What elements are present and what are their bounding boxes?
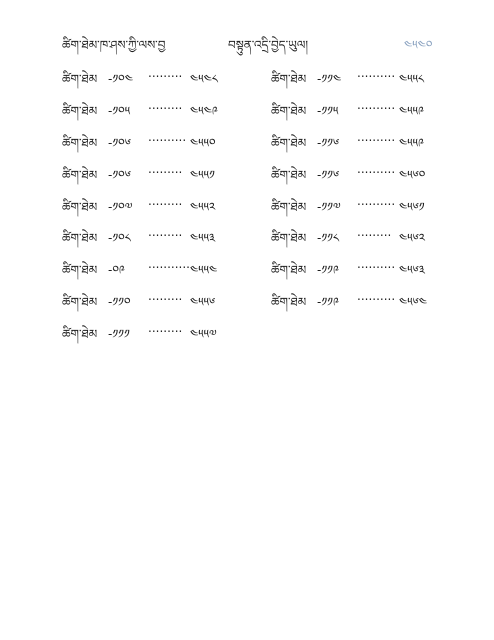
header-center-title: བསྟུན་འདྲི་བྱེད་ཡུལ།	[228, 38, 308, 52]
entry-page-number: ༤༥༤༨	[190, 72, 218, 86]
entry-title: ཚིག་ཐེམ	[271, 72, 307, 86]
entry-page-number: ༤༥༥༡	[190, 167, 215, 182]
entry-code: -༡༠༥	[108, 103, 131, 118]
entry-code: -༡༠༦	[108, 135, 131, 150]
entry-page-number: ༤༥༥༩	[399, 135, 425, 150]
entry-title: ཚིག་ཐེམ	[271, 295, 307, 310]
entry-code: -༡༡༤	[317, 72, 342, 86]
entry-code: -༡༡༥	[317, 103, 339, 118]
entry-page-number: ༤༥༥༠	[190, 135, 216, 150]
entry-leader-dots: .........	[148, 193, 183, 208]
index-entry	[62, 321, 242, 353]
entry-title: ཚིག་ཐེམ	[62, 103, 98, 118]
entry-page-number: ༤༥༥༤	[190, 263, 218, 278]
entry-title: ཚིག་ཐེམ	[271, 103, 307, 118]
entry-code: -༡༡༩	[317, 263, 340, 278]
index-entry	[62, 66, 242, 98]
entry-title: ཚིག་ཐེམ	[271, 167, 307, 182]
index-entry	[62, 225, 242, 257]
index-entry	[271, 130, 451, 162]
entry-page-number: ༤༥༦༠	[399, 167, 426, 182]
index-entry	[271, 225, 451, 257]
entry-leader-dots: ..........	[357, 161, 396, 176]
entry-leader-dots: .........	[148, 161, 183, 176]
entry-page-number: ༤༥༤༩	[190, 103, 218, 118]
entry-leader-dots: ...........	[148, 257, 190, 272]
entry-code: -༠༩	[108, 263, 125, 278]
entry-code: -༡༠༤	[108, 72, 133, 86]
entry-code: -༡༡༠	[108, 295, 131, 310]
entry-code: -༡༡༨	[317, 231, 340, 246]
header-page-number: ༤༥༤༠	[404, 38, 433, 52]
entry-leader-dots: ..........	[357, 97, 396, 112]
entry-code: -༡༡༩	[317, 295, 340, 310]
entry-title: ཚིག་ཐེམ	[271, 135, 307, 150]
entry-title: ཚིག་ཐེམ	[271, 199, 307, 214]
entry-leader-dots: .........	[148, 289, 183, 304]
entry-page-number: ༤༥༦༡	[399, 199, 425, 214]
entry-leader-dots: .........	[357, 225, 392, 240]
entry-page-number: ༤༥༥༣	[190, 231, 216, 246]
index-entry	[62, 194, 242, 226]
entry-title: ཚིག་ཐེམ	[62, 263, 98, 278]
entry-title: ཚིག་ཐེམ	[62, 295, 98, 310]
entry-title: ཚིག་ཐེམ	[62, 135, 98, 150]
index-column-left	[62, 66, 242, 353]
entry-page-number: ༤༥༥༩	[399, 103, 425, 118]
entry-title: ཚིག་ཐེམ	[271, 231, 307, 246]
entry-page-number: ༤༥༦༢	[399, 231, 426, 246]
index-entry	[271, 194, 451, 226]
index-entry	[62, 130, 242, 162]
entry-code: -༡༠༨	[108, 231, 131, 246]
entry-page-number: ༤༥༥༧	[190, 327, 217, 342]
index-entry	[271, 66, 451, 98]
index-entry	[62, 98, 242, 130]
index-entry	[271, 289, 451, 321]
entry-code: -༡༡༦	[317, 135, 340, 150]
entry-leader-dots: ..........	[357, 257, 396, 272]
index-entry	[271, 98, 451, 130]
entry-code: -༡༡༧	[317, 199, 341, 214]
entry-page-number: ༤༥༥༦	[190, 295, 216, 310]
entry-leader-dots: ..........	[357, 289, 396, 304]
index-entry	[62, 162, 242, 194]
entry-title: ཚིག་ཐེམ	[62, 231, 98, 246]
entry-leader-dots: ..........	[148, 129, 187, 144]
index-entry	[62, 257, 242, 289]
index-entry	[271, 162, 451, 194]
entry-page-number: ༤༥༦༣	[399, 263, 425, 278]
index-entry	[271, 257, 451, 289]
page-header	[0, 32, 494, 56]
entry-title: ཚིག་ཐེམ	[62, 199, 98, 214]
entry-leader-dots: ..........	[357, 129, 396, 144]
entry-code: -༡༠༦	[108, 167, 131, 182]
index-entry	[62, 289, 242, 321]
entry-leader-dots: .........	[148, 66, 183, 80]
entry-leader-dots: .........	[148, 321, 183, 336]
entry-code: -༡༡༦	[317, 167, 340, 182]
entry-title: ཚིག་ཐེམ	[271, 263, 307, 278]
entry-leader-dots: ..........	[357, 66, 396, 80]
index-column-right	[271, 66, 451, 321]
entry-code: -༡༡༡	[108, 327, 130, 342]
entry-title: ཚིག་ཐེམ	[62, 72, 98, 86]
entry-page-number: ༤༥༥༨	[399, 72, 425, 86]
entry-leader-dots: .........	[148, 97, 183, 112]
entry-title: ཚིག་ཐེམ	[62, 327, 98, 342]
entry-title: ཚིག་ཐེམ	[62, 167, 98, 182]
entry-leader-dots: ..........	[357, 193, 396, 208]
header-left-title: ཚིག་ཐེམ་ཁ་ཤས་ཀྱི་ལས་བྱ	[62, 38, 166, 52]
entry-page-number: ༤༥༥༢	[190, 199, 216, 214]
entry-page-number: ༤༥༦༤	[399, 295, 428, 310]
entry-leader-dots: .........	[148, 225, 183, 240]
entry-code: -༡༠༧	[108, 199, 133, 214]
